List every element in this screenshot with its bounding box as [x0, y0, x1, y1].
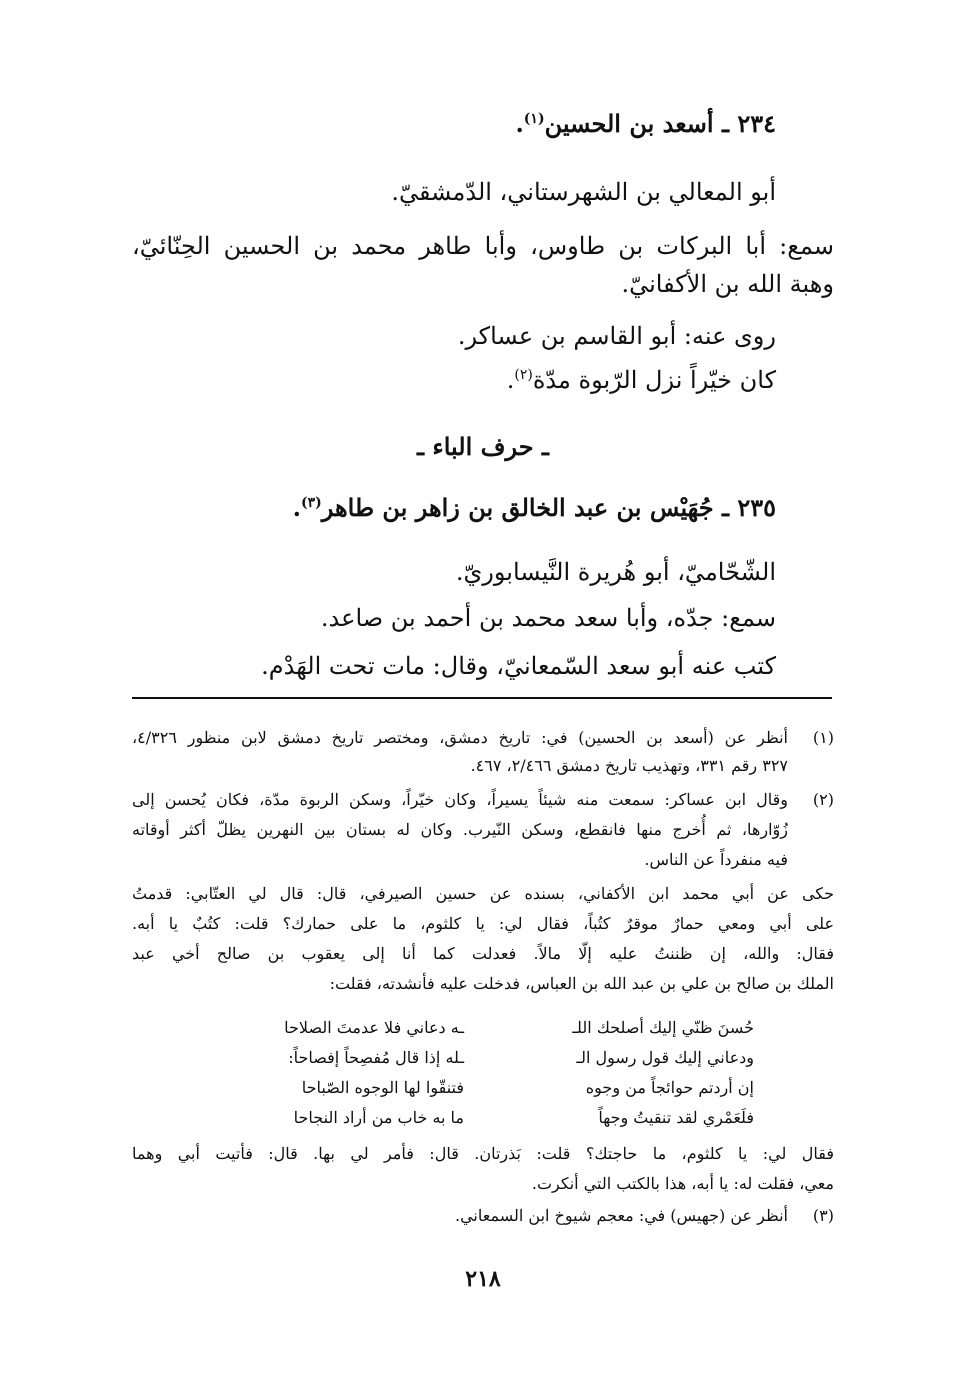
footnote-2-line-9: معي، فقلت له: يا أبه، هذا بالكتب التي أنكرت.: [531, 1174, 834, 1193]
footnote-ref-2[interactable]: (٢): [514, 367, 533, 383]
footnote-2-line-6: فقال: والله، إن ظننتُ عليه إلّا مالاً. فعدلت كما أنا إلى يعقوب بن صالح أخي عبد: [132, 944, 835, 963]
entry-234-line-2: سمع: أبا البركات بن طاوس، وأبا طاهر محمد بن الحسين الحِنّائيّ،: [132, 232, 834, 260]
section-title: ـ حرف الباء ـ: [417, 432, 549, 461]
footnote-1-line-2: ٣٢٧ رقم ٣٣١، وتهذيب تاريخ دمشق ٢/٤٦٦، ٤٦٧.: [470, 756, 788, 775]
entry-234-heading: [515, 110, 776, 139]
entry-234-line-4: روى عنه: أبو القاسم بن عساكر.: [457, 322, 776, 350]
entry-234-line-5: [507, 366, 776, 395]
verse-3-first-hemistich: إن أردتم حوائجاً من وجوه: [585, 1078, 754, 1097]
footnote-2-line-3: فيه منفرداً عن الناس.: [644, 850, 788, 869]
footnote-ref-1[interactable]: (١): [523, 111, 545, 127]
footnote-1-line-1: أنظر عن (أسعد بن الحسين) في: تاريخ دمشق، ومختصر تاريخ دمشق لابن منظور ٤/٣٢٦،: [132, 728, 788, 747]
footnote-2-line-7: الملك بن صالح بن علي بن عبد الله بن العباس، فدخلت عليه فأنشدته، فقلت:: [329, 974, 834, 993]
footnote-2-number: (٢): [812, 790, 834, 809]
footnote-3-number: (٣): [812, 1206, 834, 1225]
entry-234-line-5-end: .: [506, 366, 515, 394]
entry-235-heading-end: .: [292, 493, 301, 522]
entry-234-line-5-text: كان خيّراً نزل الرّبوة مدّة: [532, 366, 776, 394]
footnote-2-line-2: زُوّارها، ثم أُخرج منها فانقطع، وسكن النّيرب. وكان له بستان بين النهرين يظلّ أكثر أوقاته: [132, 820, 788, 839]
footnote-1-number: (١): [812, 728, 834, 747]
verse-3-second-hemistich: فتنقّوا لها الوجوه الصّباحا: [301, 1078, 464, 1097]
entry-234-heading-text: ٢٣٤ ـ أسعد بن الحسين: [544, 109, 776, 138]
footnote-ref-3[interactable]: (٣): [300, 495, 322, 511]
entry-235-heading-text: ٢٣٥ ـ جُهَيْس بن عبد الخالق بن زاهر بن طاهر: [321, 493, 776, 522]
entry-235-line-2: سمع: جدّه، وأبا سعد محمد بن أحمد بن صاعد.: [320, 604, 776, 632]
verse-4-second-hemistich: ما به خاب من أراد النجاحا: [293, 1108, 464, 1127]
footnote-2-line-8: فقال لي: يا كلثوم، ما حاجتك؟ قلت: بَذرتان. قال: فأمر لي بها. قال: فأتيت أبي وهما: [132, 1144, 834, 1163]
verse-1-second-hemistich: ـه دعاني فلا عدمتَ الصلاحا: [284, 1018, 464, 1037]
footnote-separator: [132, 697, 832, 699]
entry-235-line-3: كتب عنه أبو سعد السّمعانيّ، وقال: مات تحت الهَدْم.: [261, 652, 776, 680]
verse-4-first-hemistich: فلَعَمْري لقد تنقيتُ وجهاً: [598, 1108, 754, 1127]
entry-235-heading: [293, 494, 776, 523]
footnote-3-line-1: أنظر عن (جهيس) في: معجم شيوخ ابن السمعاني.: [454, 1206, 788, 1225]
footnote-2-line-4: حكى عن أبي محمد ابن الأكفاني، بسنده عن حسين الصيرفي، قال: قال لي العتّابي: قدمتُ: [132, 884, 834, 903]
verse-2-second-hemistich: ـله إذا قال مُفصِحاً إفصاحاً:: [288, 1048, 464, 1067]
entry-235-line-1: الشّحّاميّ، أبو هُريرة النَّيسابوريّ.: [455, 558, 776, 586]
page-number: ٢١٨: [465, 1266, 501, 1292]
footnote-2-line-5: على أبي ومعي حمارٌ موقرٌ كتُباً، فقال لي: يا كلثوم، ما على حمارك؟ قلت: كتُبٌ يا أبه.: [132, 914, 834, 933]
verse-2-first-hemistich: ودعاني إليك قول رسول الـ: [576, 1048, 754, 1067]
entry-234-heading-end: .: [515, 109, 524, 138]
footnote-2-line-1: وقال ابن عساكر: سمعت منه شيئاً يسيراً، وكان خيّراً، وسكن الربوة مدّة، فكان يُحسن إلى: [132, 790, 789, 809]
entry-234-line-3: وهبة الله بن الأكفانيّ.: [621, 270, 834, 298]
verse-1-first-hemistich: حُسنَ ظنّي إليك أصلحك اللـ: [572, 1018, 754, 1037]
entry-234-line-1: أبو المعالي بن الشهرستاني، الدّمشقيّ.: [391, 178, 776, 206]
